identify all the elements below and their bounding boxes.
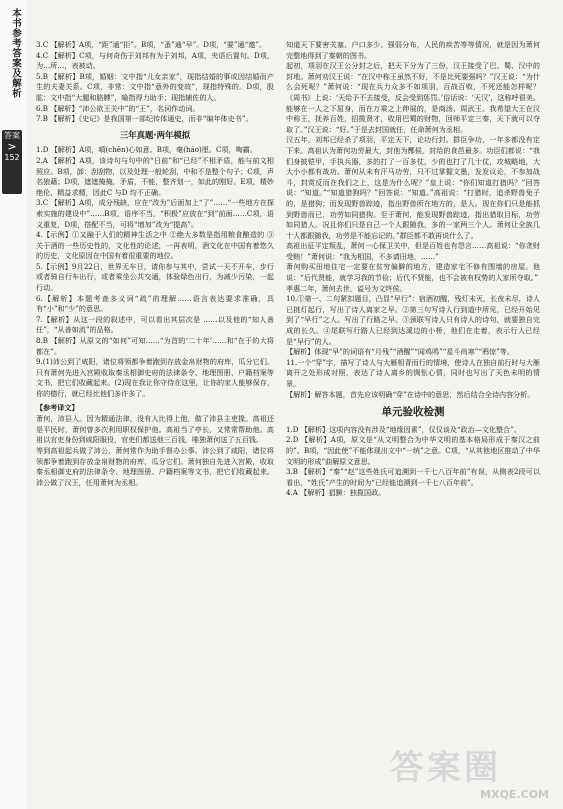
sidebar [0,0,26,809]
answer-item: 【解析】解答本题，首先应该明确“穿”在诗中的意思，然后结合全诗内容分析。 [286,389,535,399]
chevron-right-icon: > [7,140,17,153]
right-column [286,40,540,499]
answer-item: 7.B 【解析】《史记》是我国第一部纪传体通史，而非“编年体史书”。 [36,114,253,124]
answer-item: 【解析】体现“早”的词语有“月残”“酒醒”“闻鸡鸣”“星斗尚寒”“鸦惊”等。 [286,347,514,357]
answer-item: 1.D 【解析】A项，嗔(chēn)心如意。B项，毫(háo)厘。C项，啕霸。 [36,145,257,155]
answer-item: 2.D 【解析】A项，原文是“从文明整合为中华文明的基本格局形成于秦汉之前的”。B项，“因此使”不能体现出文中“一统”之意。C项，“从其他地区推动了中华文明的形成”曲解原文意思。 [286,435,540,466]
answer-item: 3.B 【解析】“秦”“赵”这些姓氏可追溯到一千七八百年前”有误，从侧表2段可以看出，“姓氏”产生的时间为“已经能追溯到一千七八百年前”。 [286,467,540,487]
answer-item: 10.①第一、二句紧扣题目，凸显“早行”：宿酒初醒，残灯未灭，长夜未尽，诗人已挑灯起行，写出了诗人离家之早。②第三句写诗人行到道中所见，已经开始见到了“早行”之人。写出了行路之早。③颈联写诗人只有诗人的诗句，就要独自完成的长久。④尾联写行路人已经到达溪边的小桥，他们在走着，表示行人已经是“早行”的人。 [286,294,540,346]
answer-tab[interactable] [2,130,22,194]
translation-paragraph: 知道天下要害关塞、户口多少、强弱分布，人民的疾苦等等情况，就是因为萧何完整地得到了秦朝的图书。 [286,40,540,60]
answer-item: 7.【解析】从这一段的叙述中，可以看出其层次是 ……以及他的“知人善任”，“从善如流”的品格。 [36,314,274,335]
watermark-logo [390,748,555,804]
answer-item: 4.A 【解析】猖獗：独揽国政。 [286,488,386,498]
translation-paragraph: 萧何，沛县人。因为精通法律，没有人比得上他，做了沛县主吏掾。高祖还是平民时，萧何曾多次利用职权保护他。高祖当了亭长，又常常帮助他。高祖以官吏身份到咸阳服役，官吏们都送他三百钱，唯独萧何送了五百钱。 [36,414,274,445]
section-heading: 单元验收检测 [381,406,445,419]
answer-item: 5.B 【解析】B项，婚姻：文中指“儿女亲家”，现指结婚的事或因结婚而产生的夫妻关系。C项，非常：文中指“意外的变故”，现指特殊的。D项，股肱：文中指“大腿和胳膊”，喻指得力助手；现指辅佐的人。 [36,71,274,102]
answer-item: 1.D 【解析】这项内容没有涉及“地缘因素”，仅仅谈及“政治—文化整合”。 [286,424,521,434]
answer-item: 9.(1)沛公到了咸阳，诸位将领都争着跑到存放金帛财物的府库，瓜分它们。只有萧何先进入宫殿收取秦丞相御史府的法律条令、地理图册、户籍档案等文书，把它们收藏起来。(2)现在我让你守侍在这里，让你的家人能够保存，你的德行，就已经比他们多许多了。 [36,357,274,398]
translation-paragraph: 高祖出征平定叛乱，萧何一心保卫关中，但是百姓也有怨言……高祖说：“你贪财受贿！”萧何说：“我为相国，不多请田地，……” [286,241,540,261]
answer-item: 6.【解析】本题考查多义词“疏”的理解……语言表达要求准确，具有“小”和“少”的意思。 [36,293,274,314]
answer-item: 4.【示例】①又融于人们的精神生活之中 ②绝大多数是指用粮食酿造的 ③关于酒的一些历史性的，文化性的论述，一再表明，酒文化在中国有着悠久的历史，文化原因在中国有着很重要的地位。 [36,230,274,261]
answer-item: 3.C 【解析】A项，“距”通“拒”。B项，“蚤”通“早”。D项，“要”通“邀”。 [36,40,267,49]
left-column [36,40,274,488]
answer-item: 5.【示例】9月22日，世界无车日，请你参与其中，尝试一天不开车，步行或者骑自行车出行，或者乘坐公共交通，体验绿色出行，为减少污染，一起行动。 [36,261,274,293]
section-heading: 三年真题·两年模拟 [119,129,191,140]
translation-paragraph: 等到高祖起兵做了沛公，萧何常作为助手督办公事。沛公到了咸阳，诸位将领都争着跑到存放金帛财物的府库，瓜分它们。萧何独自先进入宫殿，收取秦丞相御史府的法律条令、地理图册、户籍档案等文书，把它们收藏起来。沛公做了汉王，任用萧何为丞相。 [36,445,274,487]
book-title: 本书参考答案及解析 [10,8,21,98]
translation-paragraph: 起初，项羽在汉王公分封之后，把天下分为了三份，汉王接受了巴、蜀、汉中的封地。萧何劝汉王说：“在汉中称王虽然不好，不是比死要强吗？”汉王说：“为什么会死呢？”萧何说：“现在兵力众多不如项羽，百战百败，不死还能怎样呢？《周书》上说：‘天给予不去接受，反会受到惩罚。’俗话说：‘天汉’，这称呼很美。能够在一人之下屈身，而在万乘之上伸展的，是商汤、周武王。我希望大王在汉中称王，抚养百姓，招揽贤才，收用巴蜀的财物，回师平定三秦，天下就可以夺取了。”汉王说：“好。”于是去封国就任，任命萧何为丞相。 [286,61,540,134]
translation-label: 【参考译文】 [36,402,79,412]
watermark-url: MXQE.COM [480,788,549,801]
watermark-text: 答案圈 [390,748,501,788]
translation-paragraph: 汉五年，刘邦已经杀了项羽，平定天下，论功行封。群臣争功，一年多都没有定下来。高祖认为萧何功劳最大，封他为酂侯，封给的食邑最多。功臣们都说：“我们身披铠甲，手执兵器，多的打了一百多仗，少的也打了几十仗，攻城略地，大大小小都有战功。萧何从未有汗马功劳，只不过掌握文墨，发发议论，不参加战斗，封赏反而在我们之上，这是为什么呢？”皇上说：“你们知道打猎吗？”回答说：“知道。”“知道猎狗吗？”回答说：“知道。”高祖说：“打猎时，追杀野兽兔子的，是猎狗；而发现野兽踪迹，指出野兽所在地方的，是人。现在你们只是能抓到野兽而已，功劳如同猎狗。至于萧何，能发现野兽踪迹，指出猎取目标，功劳如同猎人。况且你们只是自己一个人跟随我，多的一家两三个人。萧何让全族几十人都跟随我，功劳是不能忘记的。”群臣都不敢再说什么了。 [286,135,540,240]
answer-item: 11.一个“穿”字，描写了诗人与大雁相背而行的情境，使诗人在独自前行时与大雁离开之处形成对照，表达了诗人离乡的惆怅心情，同时也写出了天色未明的情景。 [286,357,540,388]
tab-label: 答案 [4,131,20,140]
answer-item: 4.C 【解析】C项，与何奇伤于刘邦有为于刘邦，A项，夹语后置句。D项，为…所…，表被动。 [36,50,274,71]
answer-item: 3.C 【解析】A项，成分残缺，应在“改为”后面加上“了”……“一些地方在探索实施的建设中”……B项，语序不当，“积极”应放在“到”前面……C项，语义重复，D项，搭配不当，可将“增加”改为“提高”。 [36,198,274,229]
answer-item: 6.B 【解析】“沛公欲王关中”的“王”，名词作动词。 [36,103,200,113]
translation-paragraph: 孝惠二年，萧何去世，谥号为文终侯。 [286,283,407,293]
translation-paragraph: 萧何购买田地住宅一定要在贫穷偏僻的地方，建造家宅不修有围墙的房屋。他说：“后代贤能，就学习我的节俭；后代不贤能，也不会被有权势的人家所夺取。” [286,262,540,283]
answer-item: 2.A 【解析】A项，该诗句与句中的“日前”和“已经”不相矛盾，能与前文相照应。B项，卸：刮刮物，以及处理一般轮刮，中和不是整个句子；C项，声名狼藉；D项，遮遮掩掩，矛盾，不能，整齐划一，如此的刚好。E项，精妙绝伦，精益求精，因此C 与D 均不正确。 [36,155,274,197]
page-number: 152 [4,153,20,162]
answer-item: 8.B 【解析】从原文的“如何”可知……“为首的‘二十年’……和“在于的大将都在”。 [36,336,274,356]
